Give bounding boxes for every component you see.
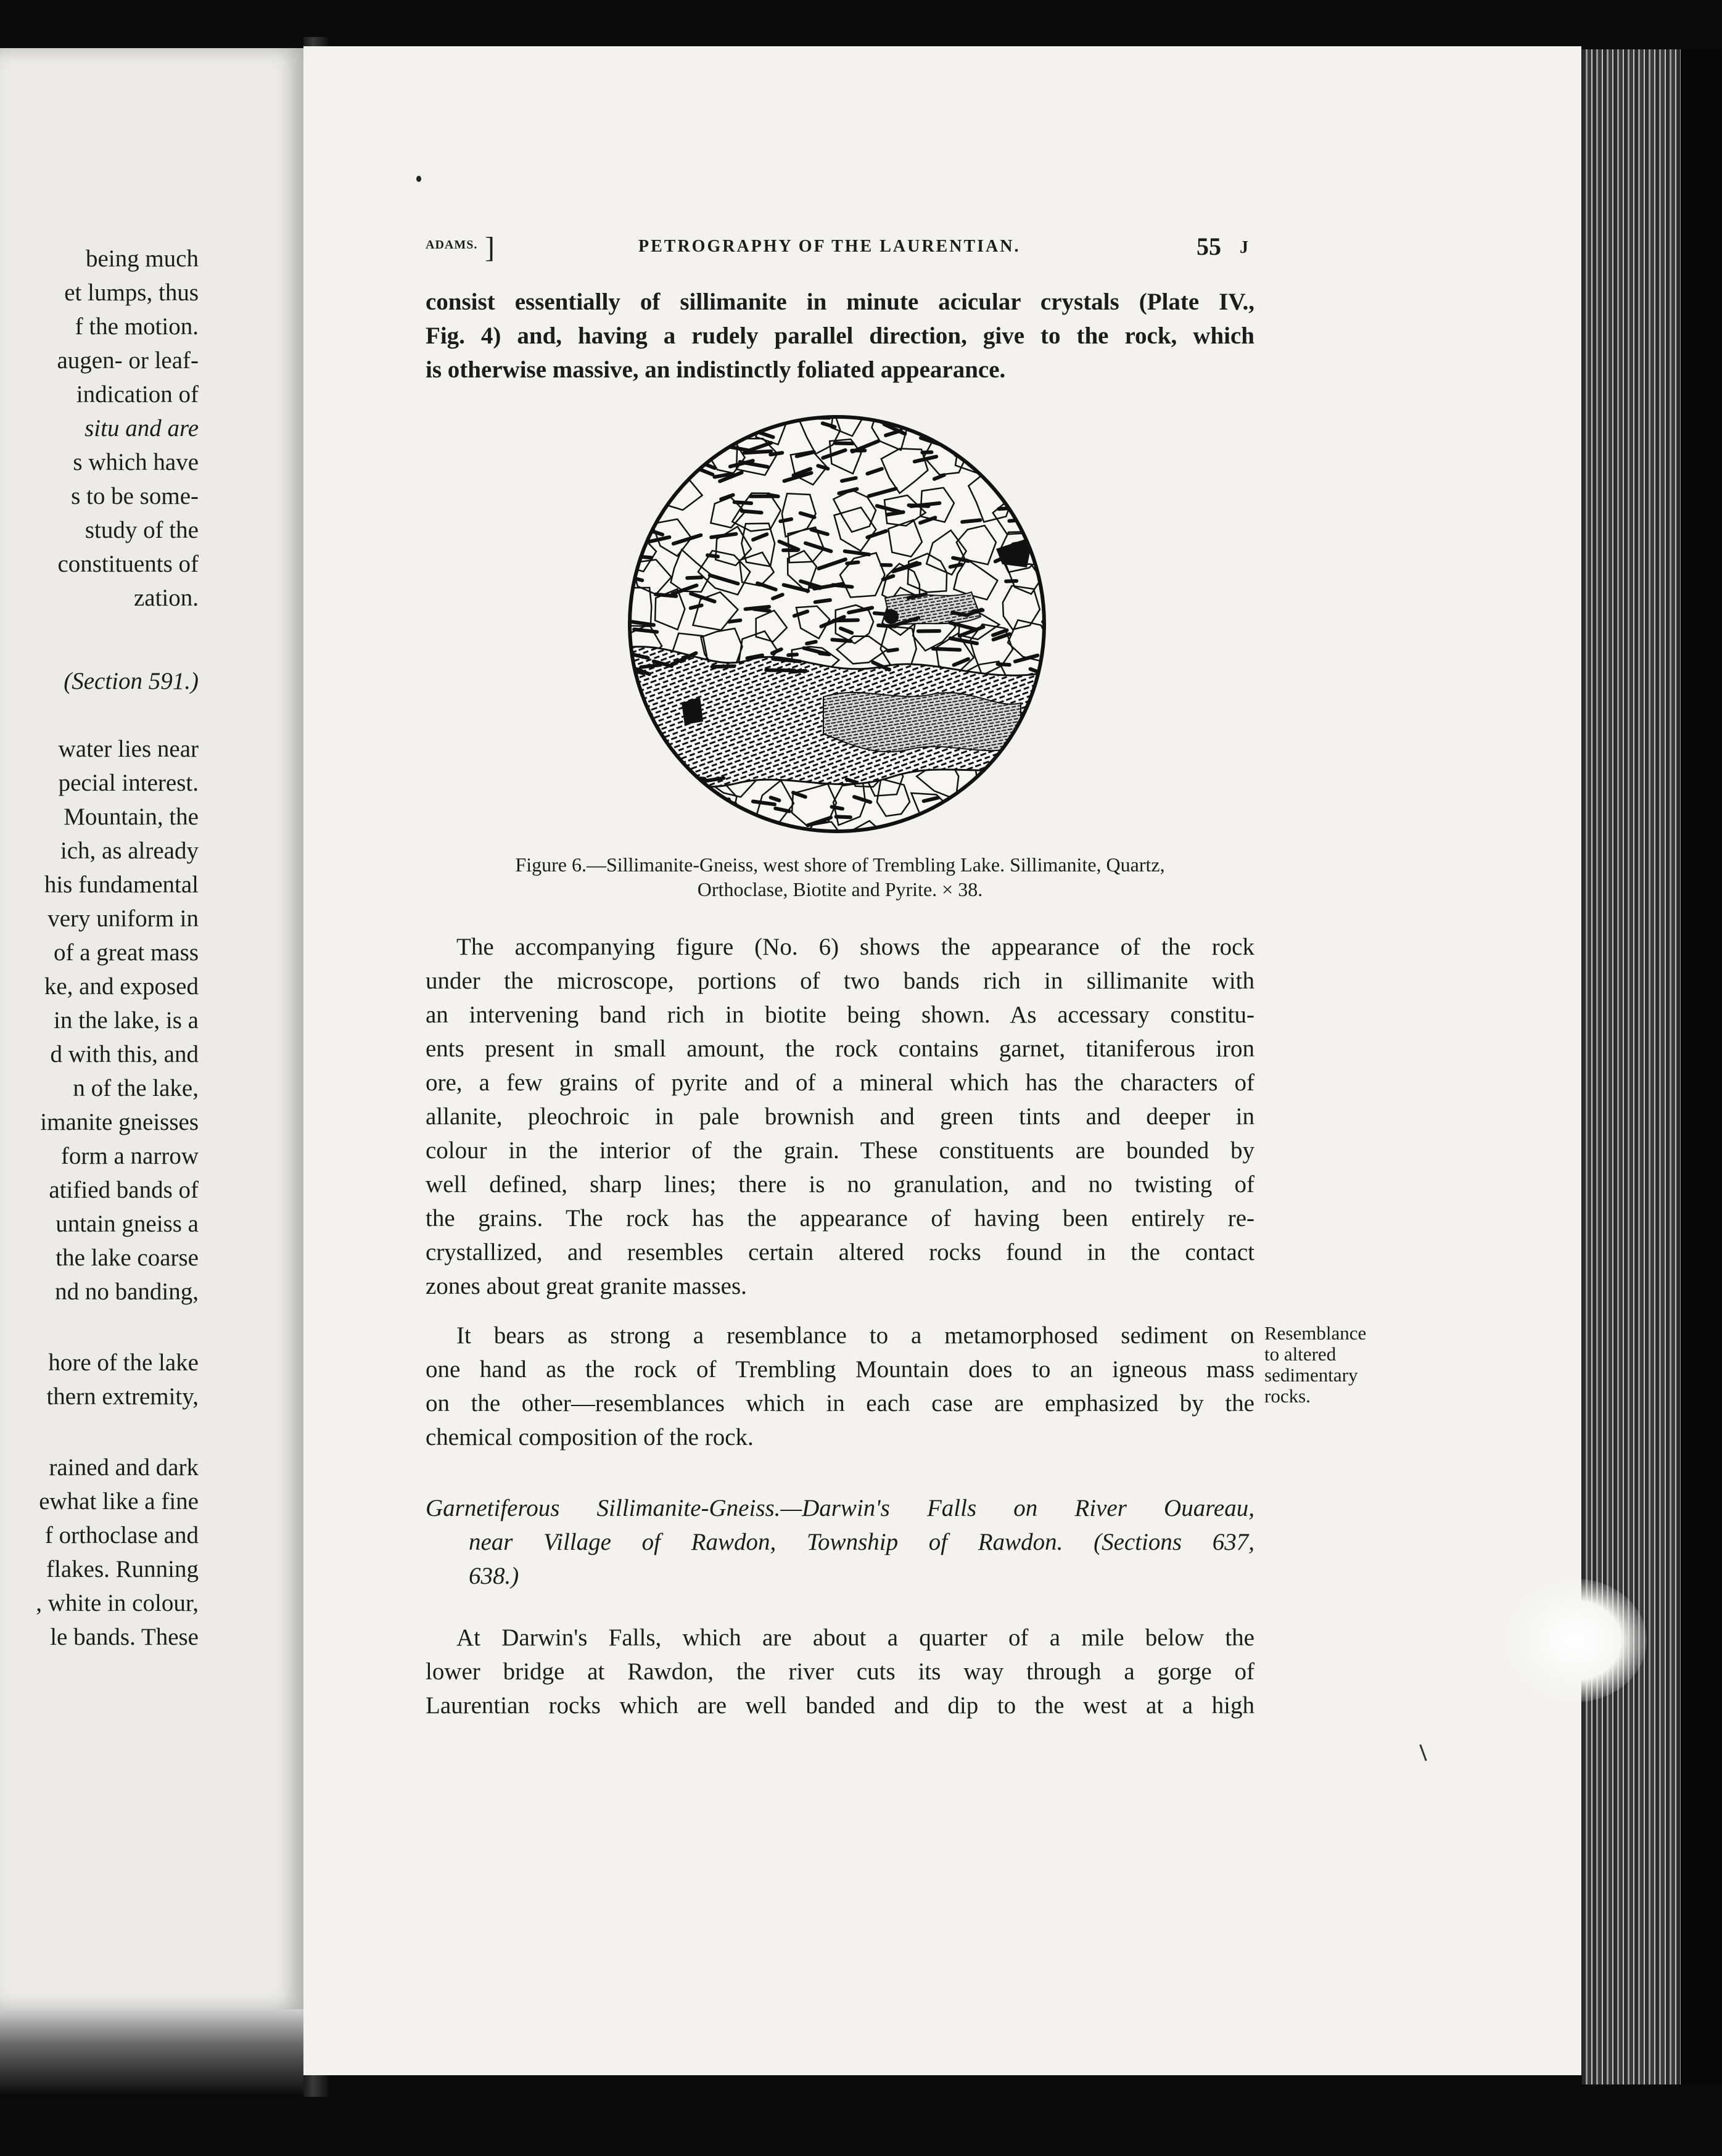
- page-stack-edges: [1582, 49, 1681, 2084]
- section-heading-line: near Village of Rawdon, Township of Rawdon. (Sections 637,: [469, 1529, 1254, 1555]
- margin-note-line: rocks.: [1264, 1385, 1311, 1407]
- page-number: 55: [1197, 232, 1221, 260]
- left-page-line: augen- or leaf-: [57, 347, 199, 374]
- left-page-line: d with this, and: [50, 1041, 199, 1068]
- left-page-line: Mountain, the: [64, 804, 199, 830]
- paragraph-line: ore, a few grains of pyrite and of a mineral which has the characters of: [426, 1069, 1254, 1096]
- page-stack-shadow: [1681, 49, 1722, 2084]
- left-page-line: s which have: [73, 449, 199, 475]
- left-page-line: being much: [85, 245, 199, 272]
- margin-note-line: to altered: [1264, 1343, 1337, 1365]
- ink-speck: [416, 176, 421, 182]
- left-page-line: situ and are: [84, 415, 199, 442]
- paragraph-line: the grains. The rock has the appearance of having been entirely re-: [426, 1205, 1254, 1232]
- left-page-bottom-edge: [0, 2009, 303, 2096]
- left-page-line: et lumps, thus: [64, 279, 199, 306]
- left-page-line: rained and dark: [49, 1454, 199, 1481]
- header-bracket: ]: [485, 231, 495, 264]
- figure-caption-line: Figure 6.—Sillimanite-Gneiss, west shore of Trembling Lake. Sillimanite, Quartz,: [515, 854, 1165, 876]
- section-heading-line: Garnetiferous Sillimanite-Gneiss.—Darwin's Falls on River Ouareau,: [426, 1495, 1254, 1521]
- left-page-line: f orthoclase and: [44, 1522, 199, 1549]
- paragraph-line: zones about great granite masses.: [426, 1273, 747, 1299]
- left-page-line: thern extremity,: [46, 1383, 199, 1410]
- paragraph-line: crystallized, and resembles certain altered rocks found in the contact: [426, 1239, 1254, 1265]
- left-page-line: imanite gneisses: [40, 1109, 199, 1135]
- left-page-line: his fundamental: [44, 871, 199, 898]
- figure-caption-line: Orthoclase, Biotite and Pyrite. × 38.: [697, 878, 983, 900]
- signature-mark: J: [1240, 238, 1248, 257]
- left-page-line: the lake coarse: [56, 1245, 199, 1271]
- left-page-line: study of the: [84, 517, 199, 543]
- left-page-line: atified bands of: [49, 1177, 199, 1203]
- intro-line: Fig. 4) and, having a rudely parallel direction, give to the rock, which: [426, 323, 1254, 349]
- left-page-line: constituents of: [57, 551, 199, 577]
- paragraph-line: lower bridge at Rawdon, the river cuts its way through a gorge of: [426, 1658, 1254, 1685]
- header-author: ADAMS.: [426, 238, 478, 252]
- left-page-line: s to be some-: [71, 483, 199, 509]
- left-page-line: flakes. Running: [46, 1556, 199, 1582]
- left-page-line: (Section 591.): [64, 668, 199, 694]
- left-page-line: of a great mass: [54, 939, 199, 966]
- left-page-line: , white in colour,: [36, 1590, 199, 1616]
- intro-line: consist essentially of sillimanite in minute acicular crystals (Plate IV.,: [426, 289, 1254, 315]
- intro-line: is otherwise massive, an indistinctly foliated appearance.: [426, 356, 1006, 383]
- left-page-line: indication of: [76, 381, 199, 408]
- paragraph-line: ents present in small amount, the rock contains garnet, titaniferous iron: [426, 1035, 1254, 1062]
- left-page-line: pecial interest.: [58, 770, 199, 796]
- paragraph-line: It bears as strong a resemblance to a metamorphosed sediment on: [456, 1322, 1254, 1349]
- left-page-line: ke, and exposed: [44, 973, 199, 1000]
- left-page-line: le bands. These: [50, 1624, 199, 1650]
- left-page-line: n of the lake,: [73, 1075, 199, 1101]
- paragraph-line: an intervening band rich in biotite being shown. As accessary constitu-: [426, 1002, 1254, 1028]
- left-page-line: very uniform in: [47, 905, 199, 932]
- running-header: [426, 231, 1259, 264]
- margin-note-line: Resemblance: [1264, 1322, 1367, 1344]
- paragraph-line: well defined, sharp lines; there is no granulation, and no twisting of: [426, 1171, 1254, 1198]
- paragraph-line: allanite, pleochroic in pale brownish and green tints and deeper in: [426, 1103, 1254, 1130]
- left-page-line: ich, as already: [60, 837, 199, 864]
- paragraph-line: At Darwin's Falls, which are about a quarter of a mile below the: [456, 1624, 1254, 1651]
- paragraph-line: on the other—resemblances which in each case are emphasized by the: [426, 1390, 1254, 1417]
- left-facing-page: [0, 48, 303, 2009]
- left-page-line: untain gneiss a: [56, 1211, 199, 1237]
- left-page-line: hore of the lake: [48, 1349, 199, 1376]
- section-heading-line: 638.): [469, 1563, 519, 1589]
- left-page-line: f the motion.: [75, 313, 199, 340]
- left-page-line: in the lake, is a: [53, 1007, 199, 1034]
- header-title: PETROGRAPHY OF THE LAURENTIAN.: [638, 237, 1021, 256]
- left-page-line: water lies near: [58, 736, 199, 762]
- left-page-line: zation.: [133, 585, 199, 611]
- paragraph-line: one hand as the rock of Trembling Mountain does to an igneous mass: [426, 1356, 1254, 1383]
- left-page-line: ewhat like a fine: [39, 1488, 199, 1515]
- paragraph-line: Laurentian rocks which are well banded and dip to the west at a high: [426, 1692, 1254, 1719]
- paragraph-line: The accompanying figure (No. 6) shows the appearance of the rock: [456, 934, 1254, 960]
- paragraph-line: under the microscope, portions of two bands rich in sillimanite with: [426, 968, 1254, 994]
- figure-6-micrograph: [626, 413, 1048, 836]
- paragraph-line: colour in the interior of the grain. These constituents are bounded by: [426, 1137, 1254, 1164]
- margin-note-line: sedimentary: [1264, 1364, 1358, 1386]
- paragraph-line: chemical composition of the rock.: [426, 1424, 754, 1450]
- left-page-line: form a narrow: [60, 1143, 199, 1169]
- left-page-line: nd no banding,: [55, 1278, 199, 1305]
